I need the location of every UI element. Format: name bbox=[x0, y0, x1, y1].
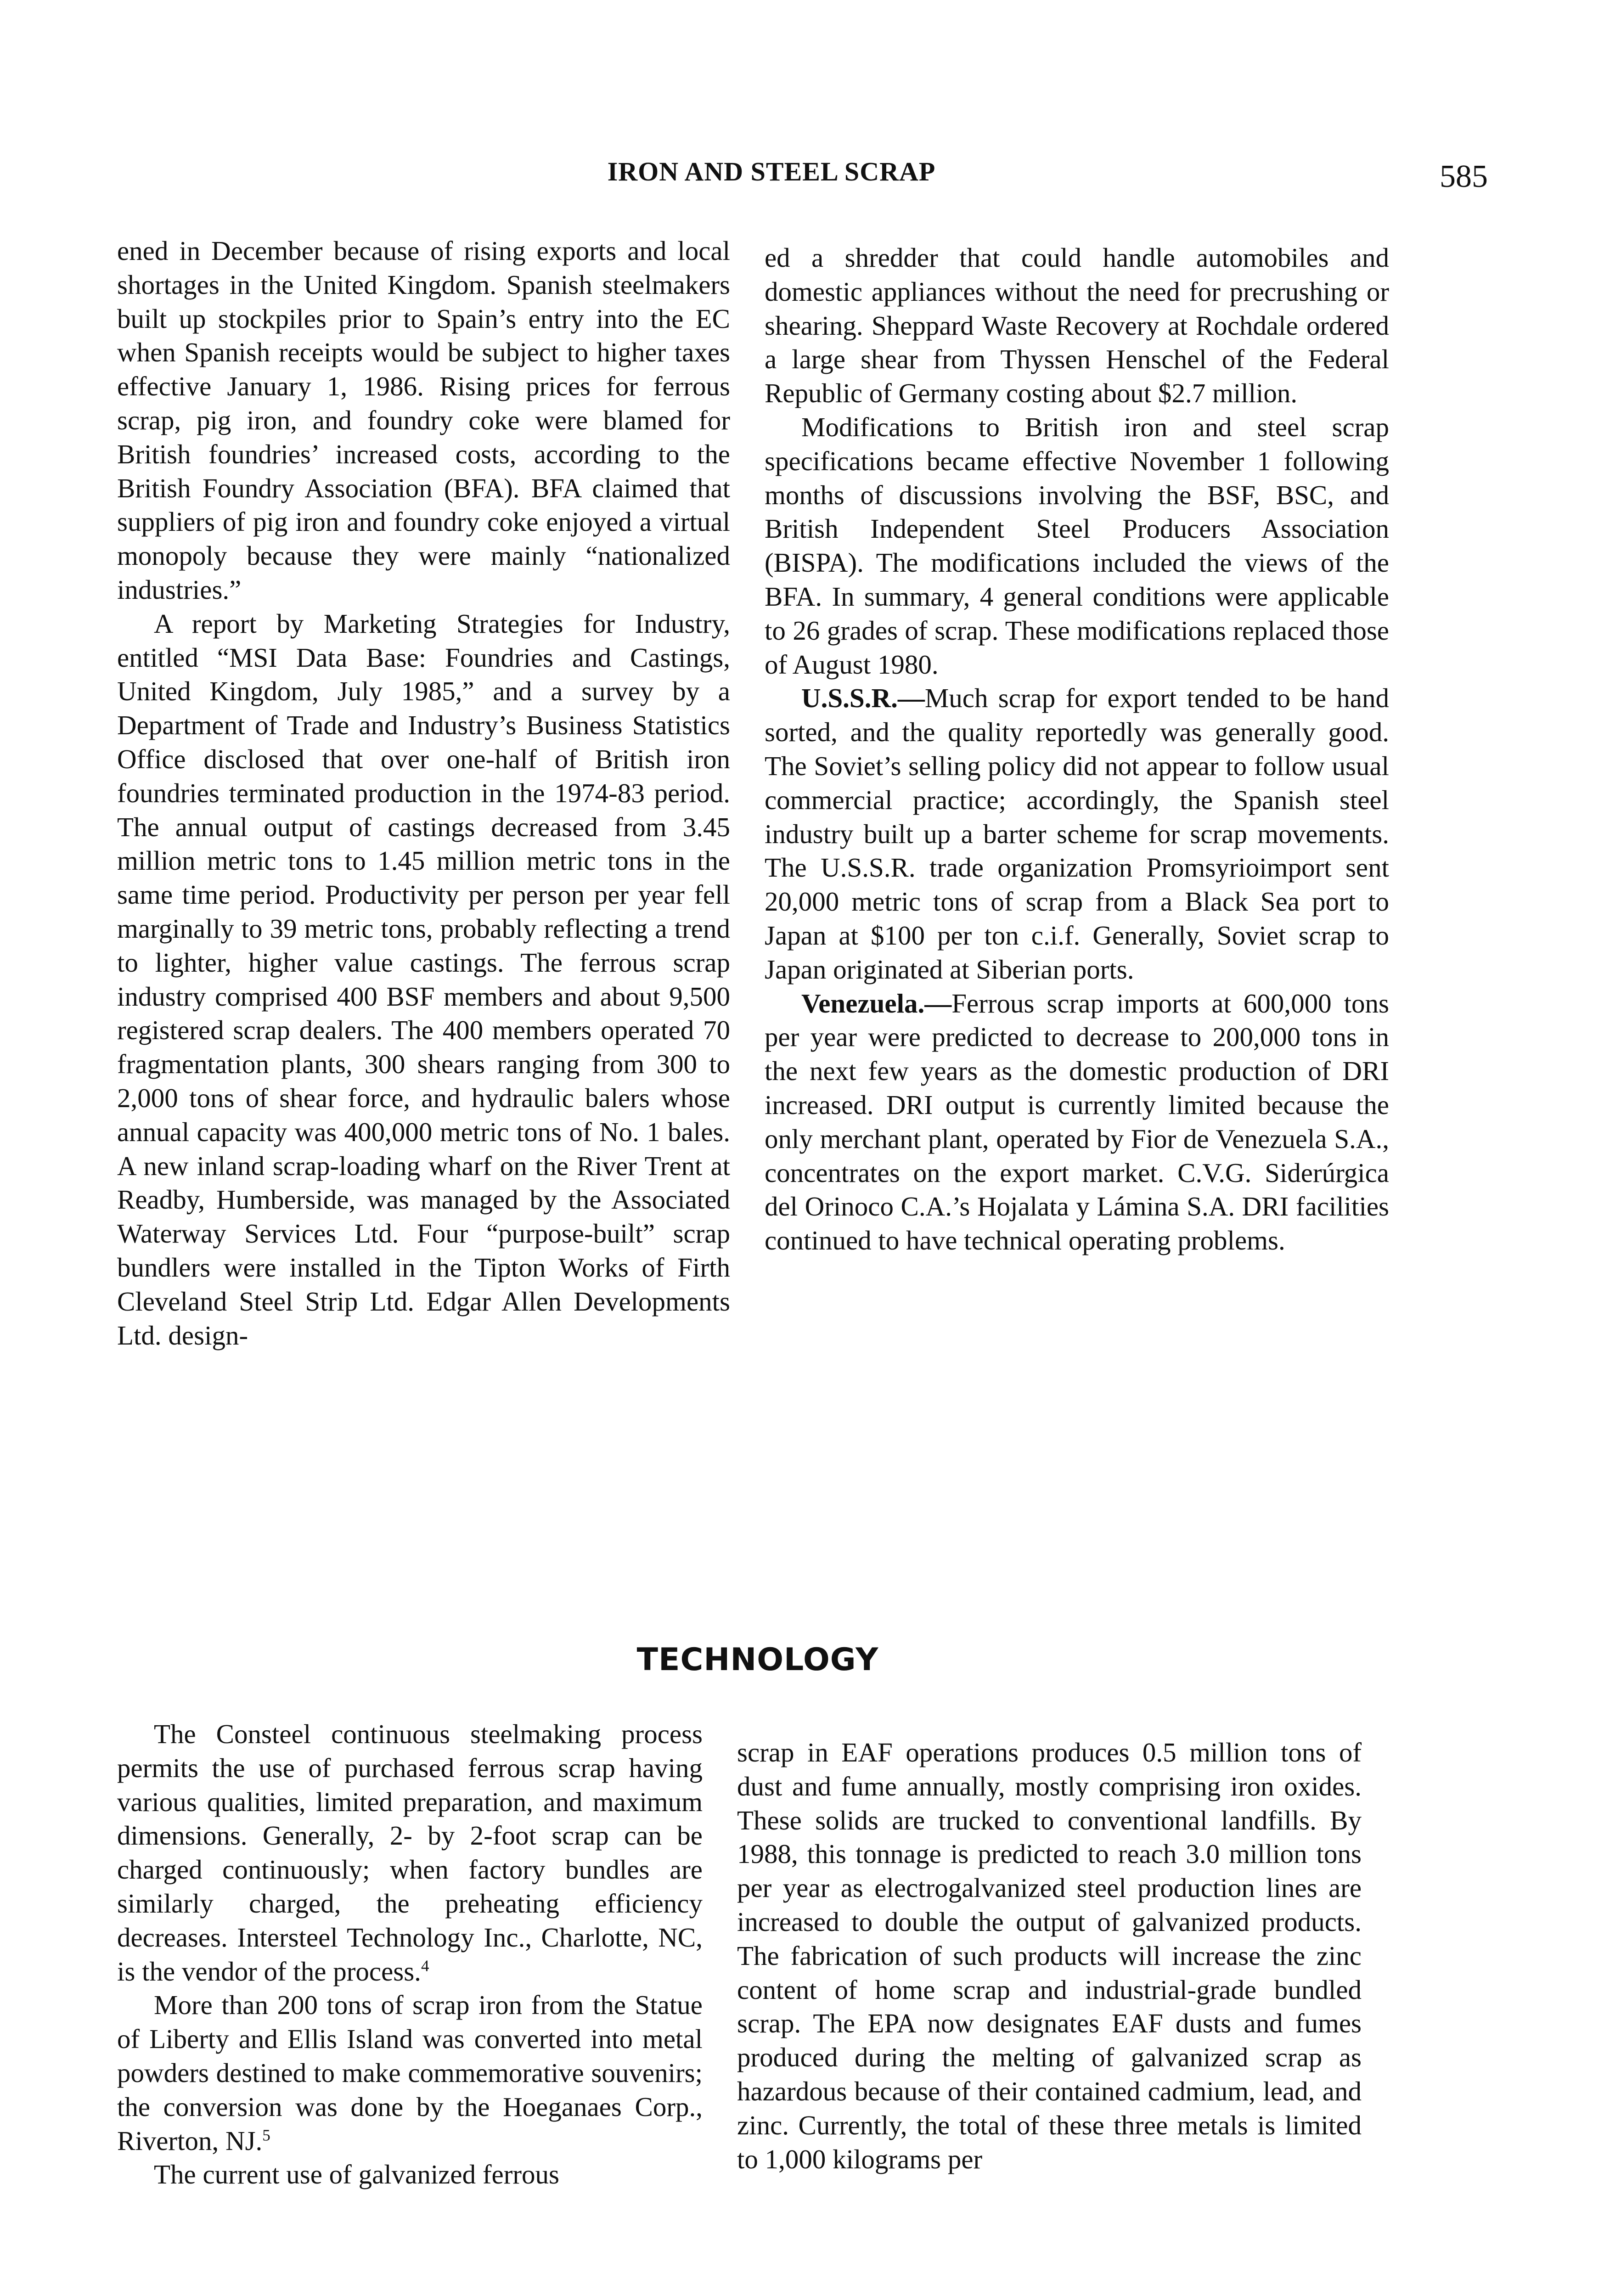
paragraph: A report by Marketing Strategies for Industry, entitled “MSI Data Base: Foundries and Castings, United Kingdom, July 1985,” and a survey by a Department of Trade and Industry’s Business Statistics Office disclosed that over one-half of British iron foundries terminated production in the 1974-83 period. The annual output of castings decreased from 3.45 million metric tons to 1.45 million metric tons in the same time period. Productivity per person per year fell marginally to 39 metric tons, probably reflecting a trend to lighter, higher value castings. The ferrous scrap industry comprised 400 BSF members and about 9,500 registered scrap dealers. The 400 members operated 70 fragmentation plants, 300 shears ranging from 300 to 2,000 tons of shear force, and hydraulic balers whose annual capacity was 400,000 metric tons of No. 1 bales. A new inland scrap-loading wharf on the River Trent at Readby, Humberside, was managed by the Associated Waterway Services Ltd. Four “purpose-built” scrap bundlers were installed in the Tipton Works of Firth Cleveland Steel Strip Ltd. Edgar Allen Developments Ltd. design- bbox=[117, 608, 730, 1351]
paragraph: The current use of galvanized ferrous bbox=[154, 2159, 559, 2190]
run-in-heading-venezuela: Venezuela.— bbox=[801, 988, 952, 1019]
run-in-heading-ussr: U.S.S.R.— bbox=[801, 683, 925, 714]
paragraph: Modifications to British iron and steel scrap specifications became effective November 1 following months of discussions involving the BSF, BSC, and British Independent Steel Producers Association (BISPA). The modifications included the views of the BFA. In summary, 4 general conditions were applicable to 26 grades of scrap. These modifications replaced those of August 1980. bbox=[765, 411, 1389, 680]
paragraph bbox=[117, 1988, 703, 2158]
paragraph bbox=[117, 1717, 703, 1988]
paragraph bbox=[765, 681, 1389, 986]
paragraph bbox=[765, 987, 1389, 1258]
column-upper-left bbox=[117, 234, 730, 1352]
paragraph-text: The Consteel continuous steelmaking process permits the use of purchased ferrous scrap having various qualities, limited preparation, and maximum dimensions. Generally, 2- by 2-foot scrap can be charged continuously; when factory bundles are similarly charged, the preheating efficiency decreases. Intersteel Technology Inc., Charlotte, NC, is the vendor of the process. bbox=[117, 1719, 703, 1986]
paragraph-text: More than 200 tons of scrap iron from the Statue of Liberty and Ellis Island was converted into metal powders destined to make commemorative souvenirs; the conversion was done by the Hoeganaes Corp., Riverton, NJ. bbox=[117, 1990, 703, 2156]
column-lower-left bbox=[117, 1717, 703, 2192]
paragraph: ed a shredder that could handle automobiles and domestic appliances without the need for precrushing or shearing. Sheppard Waste Recovery at Rochdale ordered a large shear from Thyssen Henschel of the Federal Republic of Germany costing about $2.7 million. bbox=[765, 242, 1389, 409]
column-lower-right bbox=[737, 1736, 1362, 2176]
column-upper-right bbox=[765, 241, 1389, 1258]
footnote-ref: 5 bbox=[262, 2126, 270, 2144]
page-number: 585 bbox=[1440, 159, 1488, 194]
paragraph: ened in December because of rising exports and local shortages in the United Kingdom. Spanish steelmakers built up stockpiles prior to Spain’s entry into the EC when Spanish receipts would be subject to higher taxes effective January 1, 1986. Rising prices for ferrous scrap, pig iron, and foundry coke were blamed for British foundries’ increased costs, according to the British Foundry Association (BFA). BFA claimed that suppliers of pig iron and foundry coke enjoyed a virtual monopoly because they were mainly “nationalized industries.” bbox=[117, 236, 730, 605]
paragraph: scrap in EAF operations produces 0.5 million tons of dust and fume annually, mostly comprising iron oxides. These solids are trucked to conventional landfills. By 1988, this tonnage is predicted to reach 3.0 million tons per year as electrogalvanized steel production lines are increased to double the output of galvanized products. The fabrication of such products will increase the zinc content of home scrap and industrial-grade bundled scrap. The EPA now designates EAF dusts and fumes produced during the melting of galvanized scrap as hazardous because of their contained cadmium, lead, and zinc. Currently, the total of these three metals is limited to 1,000 kilograms per bbox=[737, 1737, 1362, 2174]
paragraph-text: Much scrap for export tended to be hand sorted, and the quality reportedly was generally good. The Soviet’s selling policy did not appear to follow usual commercial practice; accordingly, the Spanish steel industry built up a barter scheme for scrap movements. The U.S.S.R. trade organization Promsyrioimport sent 20,000 metric tons of scrap from a Black Sea port to Japan at $100 per ton c.i.f. Generally, Soviet scrap to Japan originated at Siberian ports. bbox=[765, 683, 1389, 985]
section-heading: TECHNOLOGY bbox=[636, 1642, 879, 1678]
footnote-ref: 4 bbox=[421, 1956, 429, 1975]
running-head: IRON AND STEEL SCRAP bbox=[607, 157, 936, 186]
paragraph-text: Ferrous scrap imports at 600,000 tons per year were predicted to decrease to 200,000 tons in the next few years as the domestic production of DRI increased. DRI output is currently limited because the only merchant plant, operated by Fior de Venezuela S.A., concentrates on the export market. C.V.G. Siderúrgica del Orinoco C.A.’s Hojalata y Lámina S.A. DRI facilities continued to have technical operating problems. bbox=[765, 988, 1389, 1256]
